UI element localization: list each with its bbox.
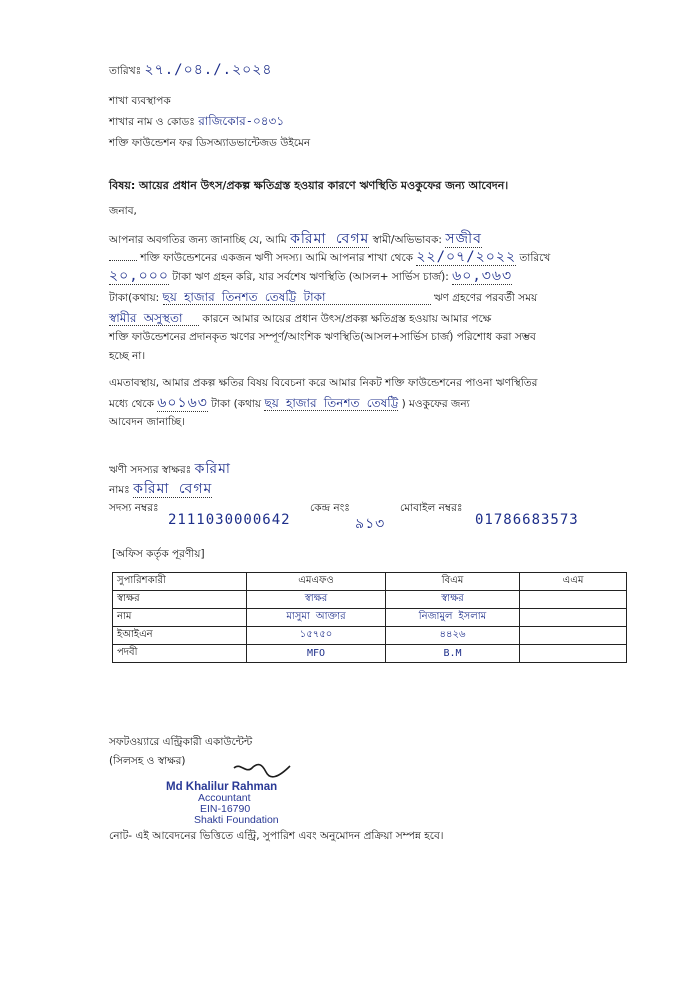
subject-line: বিষয়: আয়ের প্রধান উৎস/প্রকল্প ক্ষতিগ্রস্ত হওয়ার কারণে ঋণস্থিতি মওকুফের জন্য আবেদন। bbox=[109, 179, 509, 192]
member-number-value: 2111030000642 bbox=[168, 512, 291, 528]
row-label: স্বাক্ষর bbox=[113, 591, 247, 609]
para1-text-8: কারনে আমার আয়ের প্রধান উৎস/প্রকল্প ক্ষতিগ্রস্ত হওয়ায় আমার পক্ষে bbox=[202, 313, 492, 325]
mobile-value: 01786683573 bbox=[475, 512, 579, 528]
branch-code-value: রাজিকোর-০৪৩১ bbox=[198, 114, 285, 128]
para1-text-7: ঋণ গ্রহণের পরবর্তী সময় bbox=[433, 292, 538, 304]
member-number-label: সদস্য নম্বরঃ bbox=[109, 502, 159, 514]
para1-text-1: আপনার অবগতির জন্য জানাচ্ছি যে, আমি bbox=[109, 234, 287, 246]
loan-date-value: ২২/০৭/২০২২ bbox=[416, 249, 517, 265]
am-cell bbox=[520, 627, 627, 645]
branch-line bbox=[109, 115, 284, 129]
bm-ein: ৪৪২৬ bbox=[386, 627, 520, 645]
member-sign-line bbox=[109, 463, 231, 477]
salutation: জনাব, bbox=[109, 205, 137, 217]
accountant-title: সফটওয়্যারে এন্ট্রিকারী একাউন্টেন্ট bbox=[109, 736, 253, 748]
blank-dots bbox=[109, 260, 137, 261]
para1-line1 bbox=[109, 233, 482, 247]
row-label: পদবী bbox=[113, 645, 247, 663]
table-row bbox=[113, 591, 627, 609]
footer-note: নোট- এই আবেদনের ভিত্তিতে এন্ট্রি, সুপারিশ এবং অনুমোদন প্রক্রিয়া সম্পন্ন হবে। bbox=[109, 830, 444, 842]
para1-text-4: তারিখে bbox=[519, 252, 551, 264]
para1-text-6: টাকা(কথায়: bbox=[109, 292, 160, 304]
row-label: নাম bbox=[113, 609, 247, 627]
recipient-title: শাখা ব্যবস্থাপক bbox=[109, 95, 171, 107]
member-sign-label: ঋণী সদস্যর স্বাক্ষরঃ bbox=[109, 464, 192, 476]
mobile-label: মোবাইল নম্বরঃ bbox=[400, 502, 463, 514]
bm-name: নিজামুল ইসলাম bbox=[386, 609, 520, 627]
para1-line2 bbox=[109, 251, 550, 265]
stamp-ein: EIN-16790 bbox=[200, 803, 251, 815]
bm-signature: স্বাক্ষর bbox=[386, 591, 520, 609]
am-cell bbox=[520, 609, 627, 627]
header-cell: সুপারিশকারী bbox=[113, 573, 247, 591]
am-cell bbox=[520, 645, 627, 663]
para1-line3 bbox=[109, 270, 512, 284]
table-header-row bbox=[113, 573, 627, 591]
am-cell bbox=[520, 591, 627, 609]
para1-text-2: স্বামী/অভিভাবক: bbox=[372, 234, 442, 246]
table-row bbox=[113, 627, 627, 645]
stamp-title: Accountant bbox=[198, 792, 251, 804]
mfo-ein: ১৫৭৫০ bbox=[247, 627, 386, 645]
para2-line1: এমতাবস্থায়, আমার প্রকল্প ক্ষতির বিষয় বিবেচনা করে আমার নিকট শক্তি ফাউন্ডেশনের পাওনা ঋণস্থিতির bbox=[109, 377, 538, 389]
date-label: তারিখঃ bbox=[109, 65, 142, 77]
para1-line5 bbox=[109, 312, 491, 326]
para1-text-5: টাকা ঋণ গ্রহন করি, যার সর্বশেষ ঋণস্থিতি (আসল+ সার্ভিস চার্জ): bbox=[172, 271, 449, 283]
applicant-name-value: করিমা বেগম bbox=[290, 231, 370, 247]
kendra-label: কেন্দ্র নংঃ bbox=[310, 502, 350, 514]
waiver-amount-value: ৬০১৬৩ bbox=[157, 395, 208, 411]
stamp-name: Md Khalilur Rahman bbox=[166, 781, 278, 793]
member-number-line bbox=[109, 502, 159, 515]
office-label: [অফিস কর্তৃক পূরণীয়] bbox=[112, 548, 205, 560]
kendra-value: ৯১৩ bbox=[355, 516, 386, 532]
office-recommendation-table bbox=[112, 572, 627, 663]
bm-designation: B.M bbox=[386, 645, 520, 663]
balance-words-value: ছয় হাজার তিনশত তেষট্টি টাকা bbox=[163, 291, 431, 305]
member-name-line bbox=[109, 483, 212, 497]
accountant-stamp bbox=[166, 782, 279, 826]
row-label: ইআইএন bbox=[113, 627, 247, 645]
para1-line6: শক্তি ফাউন্ডেশনের প্রদানকৃত ঋণের সম্পূর্ণ/আংশিক ঋণস্থিতি(আসল+সার্ভিস চার্জ) পরিশোধ করা সম্ভব bbox=[109, 331, 536, 343]
para1-text-3: শক্তি ফাউন্ডেশনের একজন ঋণী সদস্য। আমি আপনার শাখা থেকে bbox=[140, 252, 414, 264]
guardian-value: সজীব bbox=[445, 231, 482, 247]
member-name-value: করিমা বেগম bbox=[133, 481, 213, 497]
para2-line2 bbox=[109, 397, 470, 411]
mfo-name: মাসুমা আক্তার bbox=[247, 609, 386, 627]
loan-amount-value: ২০,০০০ bbox=[109, 268, 169, 284]
header-cell: এমএফও bbox=[247, 573, 386, 591]
para2-line3: আবেদন জানাচ্ছি। bbox=[109, 416, 185, 428]
date-line bbox=[109, 64, 272, 78]
accountant-signature-mark bbox=[232, 760, 292, 782]
branch-label: শাখার নাম ও কোডঃ bbox=[109, 116, 195, 128]
para1-line4 bbox=[109, 291, 537, 305]
table-row bbox=[113, 609, 627, 627]
waiver-words-value: ছয় হাজার তিনশত তেষট্টি bbox=[264, 396, 399, 410]
accountant-seal-note: (সিলসহ ও স্বাক্ষর) bbox=[109, 755, 186, 767]
para1-line7: হচ্ছে না। bbox=[109, 350, 146, 362]
stamp-org: Shakti Foundation bbox=[194, 814, 279, 826]
para2-text-2: মধ্যে থেকে bbox=[109, 398, 154, 410]
member-signature: করিমা bbox=[194, 461, 231, 477]
balance-value: ৬০,৩৬৩ bbox=[452, 268, 513, 284]
header-cell: বিএম bbox=[386, 573, 520, 591]
organization-name: শক্তি ফাউন্ডেশন ফর ডিসঅ্যাডভান্টেজড উইমেন bbox=[109, 137, 311, 149]
mfo-signature: স্বাক্ষর bbox=[247, 591, 386, 609]
para2-text-4: ) মওকুফের জন্য bbox=[401, 398, 470, 410]
date-value: ২৭./০৪./.২০২৪ bbox=[144, 62, 273, 78]
header-cell: এএম bbox=[520, 573, 627, 591]
damage-cause-value: স্বামীর অসুস্থতা bbox=[109, 312, 199, 326]
mfo-designation: MFO bbox=[247, 645, 386, 663]
para2-text-3: টাকা (কথায় bbox=[211, 398, 262, 410]
table-row bbox=[113, 645, 627, 663]
member-name-label: নামঃ bbox=[109, 484, 130, 496]
